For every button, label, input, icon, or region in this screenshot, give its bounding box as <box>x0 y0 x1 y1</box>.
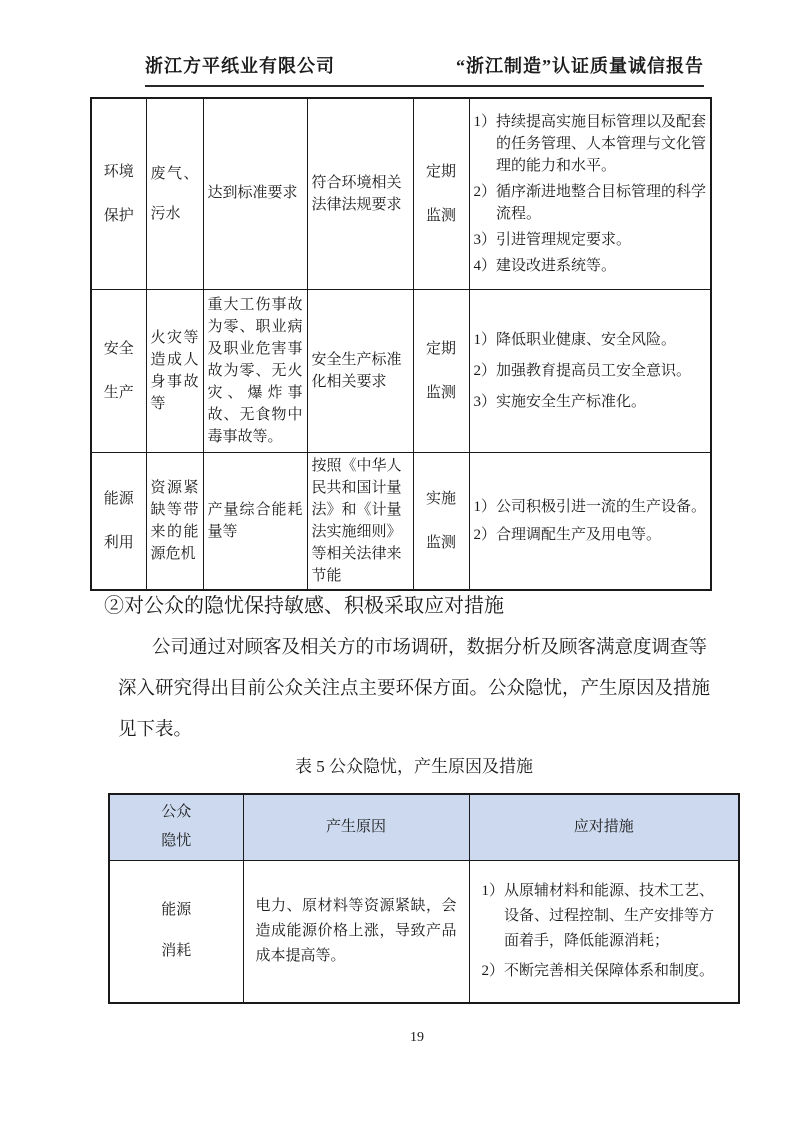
cell-basis: 按照《中华人民共和国计量法》和《计量法实施细则》等相关法律来节能 <box>307 452 413 590</box>
cell-category: 能源 利用 <box>91 452 146 590</box>
table5-caption: 表 5 公众隐忧，产生原因及措施 <box>295 757 533 776</box>
measure-item: 1）公司积极引进一流的生产设备。 <box>473 498 707 515</box>
table-row-safety <box>91 289 711 452</box>
header-cell-concern: 公众 隐忧 <box>109 794 243 860</box>
paragraph <box>118 628 710 751</box>
cell-basis: 符合环境相关法律法规要求 <box>307 98 413 289</box>
cell-category: 环境 保护 <box>91 98 146 289</box>
cell-goal: 重大工伤事故为零、职业病及职业危害事故为零、无火灾、爆炸事故、无食物中毒事故等。 <box>203 289 307 452</box>
public-concern-table <box>108 793 740 1004</box>
measure-item: 2）合理调配生产及用电等。 <box>473 526 662 543</box>
page-header <box>145 52 704 87</box>
cell-concern: 资源紧缺等带来的能源危机 <box>146 452 203 590</box>
cell-basis: 安全生产标准化相关要求 <box>307 289 413 452</box>
table-header-row <box>109 794 739 860</box>
measure-item: 2）加强教育提高员工安全意识。 <box>473 362 692 379</box>
page-number: 19 <box>410 1030 424 1045</box>
paragraph-line: 公司通过对顾客及相关方的市场调研，数据分析及顾客满意度调查等 <box>152 638 708 658</box>
stakeholder-table <box>90 97 712 591</box>
cell-concern: 能源 消耗 <box>109 860 243 1003</box>
measure-item: 2）循序渐进地整合目标管理的科学流程。 <box>473 183 707 222</box>
cell-monitoring: 定期 监测 <box>413 289 469 452</box>
table-row-environment <box>91 98 711 289</box>
cell-category: 安全 生产 <box>91 289 146 452</box>
measure-item: 1）降低职业健康、安全风险。 <box>473 331 677 348</box>
measure-item: 1）持续提高实施目标管理以及配套的任务管理、人本管理与文化管理的能力和水平。 <box>473 113 707 174</box>
header-company: 浙江方平纸业有限公司 <box>145 56 335 76</box>
table-row-energy-consumption <box>109 860 739 1003</box>
cell-concern: 火灾等造成人身事故等 <box>146 289 203 452</box>
cell-measures <box>469 452 711 590</box>
cell-measures <box>469 860 739 1003</box>
paragraph-line: 见下表。 <box>118 720 193 740</box>
cell-measures <box>469 289 711 452</box>
cell-goal: 产量综合能耗量等 <box>203 452 307 590</box>
cell-monitoring: 定期 监测 <box>413 98 469 289</box>
cell-concern: 废气、污水 <box>146 98 203 289</box>
header-report-title: “浙江制造”认证质量诚信报告 <box>456 56 704 76</box>
measure-item: 3）实施安全生产标准化。 <box>473 393 647 410</box>
measure-item: 3）引进管理规定要求。 <box>473 231 632 248</box>
cell-cause: 电力、原材料等资源紧缺，会造成能源价格上涨，导致产品成本提高等。 <box>243 860 469 1003</box>
cell-goal: 达到标准要求 <box>203 98 307 289</box>
measure-item: 1）从原辅材料和能源、技术工艺、设备、过程控制、生产安排等方面着手，降低能源消耗； <box>481 882 715 949</box>
header-cell-cause: 产生原因 <box>243 794 469 860</box>
cell-monitoring: 实施 监测 <box>413 452 469 590</box>
measure-item: 2）不断完善相关保障体系和制度。 <box>481 962 715 979</box>
paragraph-line: 深入研究得出目前公众关注点主要环保方面。公众隐忧，产生原因及措施 <box>118 679 711 699</box>
measure-item: 4）建设改进系统等。 <box>473 257 617 274</box>
header-cell-measures: 应对措施 <box>469 794 739 860</box>
table-row-energy <box>91 452 711 590</box>
section-heading: ②对公众的隐忧保持敏感、积极采取应对措施 <box>104 595 504 617</box>
cell-measures <box>469 98 711 289</box>
